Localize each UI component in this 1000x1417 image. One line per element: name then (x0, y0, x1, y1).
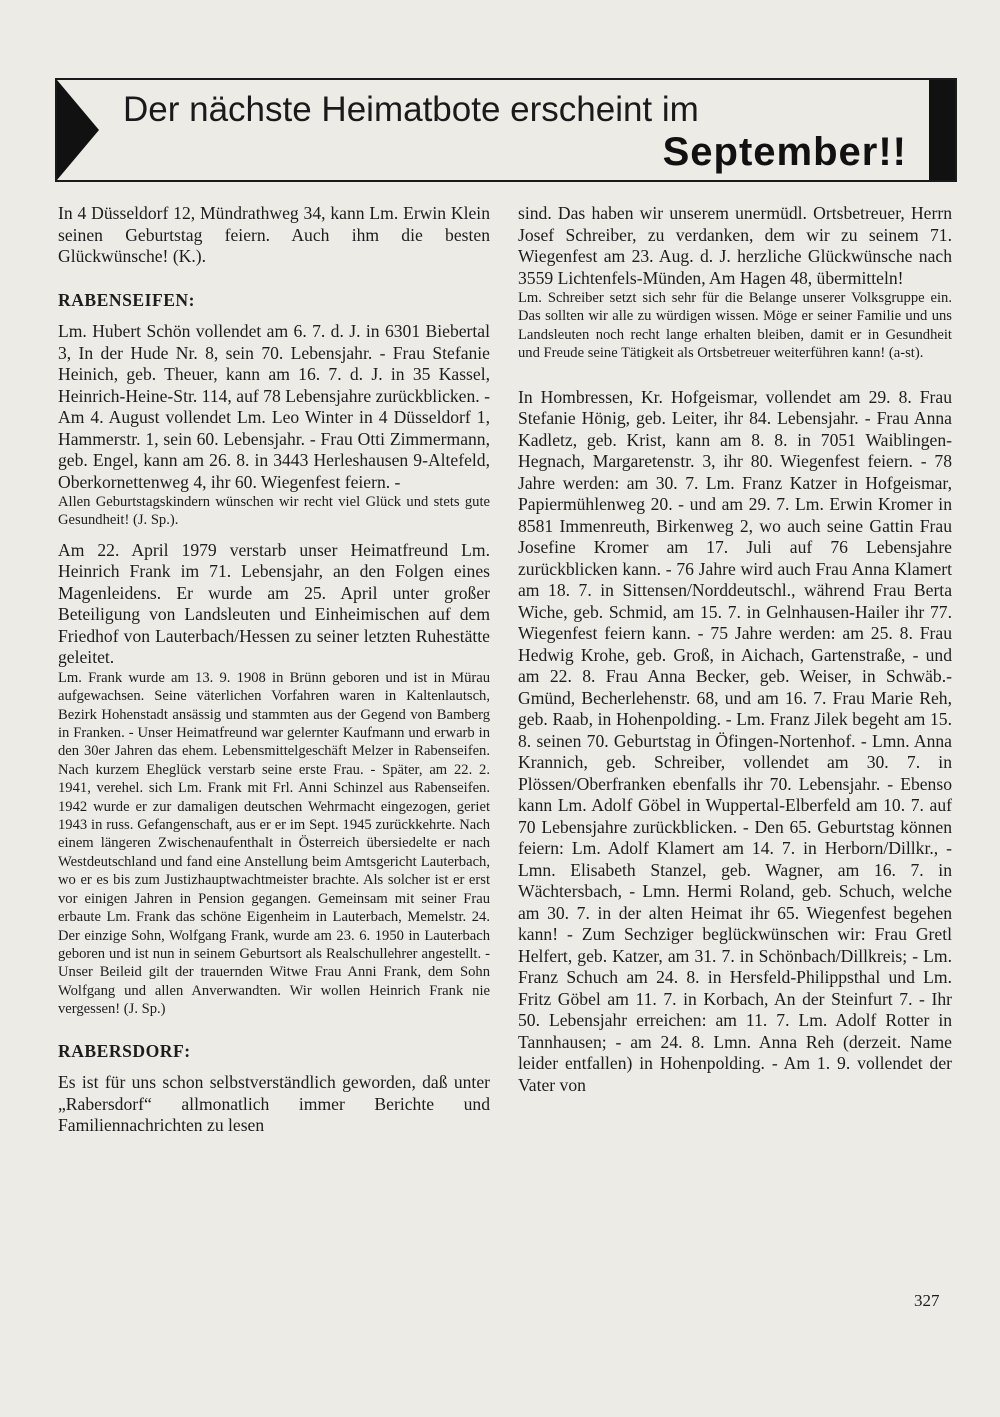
right-column (518, 203, 952, 1096)
left-column (58, 203, 490, 1137)
paragraph: Es ist für uns schon selbstverständlich geworden, daß unter „Rabersdorf“ allmonatlich immer Berichte und Familiennachrichten zu lesen (58, 1072, 490, 1136)
section-heading-rabersdorf: RABERSDORF: (58, 1040, 191, 1061)
paragraph: In Hombressen, Kr. Hofgeismar, vollendet am 29. 8. Frau Stefanie Hönig, geb. Leiter, ihr 84. Lebensjahr. - Frau Anna Kadletz, geb. Krist, kann am 8. 8. in 7051 Waiblingen-Hegnach, Margaretenstr. 3, ihr 80. Wiegenfest feiern. - 78 Jahre werden: am 30. 7. Lm. Franz Katzer in Hofgeismar, Papiermühlenweg 20. - und am 29. 7. Lm. Erwin Kromer in 8581 Immenreuth, Birkenweg 2, wo auch seine Gattin Frau Josefine Kromer am 17. Juli auf 76 Lebensjahre zurückblicken kann. - 76 Jahre wird auch Frau Anna Klamert am 18. 7. in Sittensen/Norddeutschl., während Frau Berta Wiche, geb. Schmid, am 15. 7. in Gelnhausen-Hailer ihr 77. Wiegenfest feiern kann. - 75 Jahre werden: am 25. 8. Frau Hedwig Krohe, geb. Groß, in Aichach, Gartenstraße, - und am 22. 8. Frau Anna Becker, geb. Weiser, in Schwäb.-Gmünd, Becherlehenstr. 68, und am 16. 7. Frau Marie Reh, geb. Raab, in Hohenpolding. - Lm. Franz Jilek begeht am 15. 8. seinen 70. Geburtstag in Öfingen-Nortenhof. - Lmn. Anna Krannich, geb. Schreiber, vollendet am 30. 7. in Plössen/Oberfranken ebenfalls ihr 70. Lebensjahr. - Ebenso kann Lm. Adolf Göbel in Wuppertal-Elberfeld am 10. 7. auf 70 Lebensjahre zurückblicken. - Den 65. Geburtstag können feiern: Lm. Adolf Klamert am 14. 7. in Herborn/Dillkr., - Lmn. Elisabeth Stanzel, geb. Wagner, am 16. 7. in Wächtersbach, - Lmn. Hermi Roland, geb. Schuch, welche am 30. 7. in der alten Heimat ihr 65. Wiegenfest begehen kann! - Zum Sechziger beglückwünschen wir: Frau Gretl Helfert, geb. Katzer, am 31. 7. in Schönbach/Dillkreis; - Lm. Franz Schuch am 24. 8. in Hersfeld-Philippsthal und Lm. Fritz Göbel am 11. 7. in Korbach, An der Steinfurt 7. - Ihr 50. Lebensjahr erreichen: am 11. 7. Lm. Adolf Rotter in Tannhausen; - am 24. 8. Lmn. Anna Reh (derzeit. Name leider entfallen) in Hohenpolding. - Am 1. 9. vollendet der Vater von (518, 386, 952, 1095)
paragraph: sind. Das haben wir unserem unermüdl. Ortsbetreuer, Herrn Josef Schreiber, zu verdanken, dem wir zu seinem 71. Wiegenfest am 23. Aug. d. J. herzliche Glückwünsche nach 3559 Lichtenfels-Münden, Am Hagen 48, übermitteln! (518, 203, 952, 288)
banner-bar (929, 80, 955, 180)
section-heading-rabenseifen: RABENSEIFEN: (58, 289, 195, 310)
banner-line-1: Der nächste Heimatbote erscheint im (123, 90, 699, 129)
arrow-icon (57, 80, 99, 180)
paragraph-small: Lm. Frank wurde am 13. 9. 1908 in Brünn geboren und ist in Mürau aufgewachsen. Seine väterlichen Vorfahren waren in Kaltenlautsch, Bezirk Hohenstadt ansässig und stammten aus der Gegend von Bamberg in Franken. - Unser Heimatfreund war gelernter Kaufmann und erwarb in den 30er Jahren das ehem. Lebensmittelgeschäft Melzer in Rabenseifen. Nach kurzem Eheglück verstarb seine erste Frau. - Später, am 22. 2. 1941, verehel. sich Lm. Frank mit Frl. Anni Schinzel aus Rabenseifen. 1942 wurde er zur damaligen deutschen Wehrmacht eingezogen, geriet 1943 in russ. Gefangenschaft, aus er er im Sept. 1945 zurückkehrte. Nach einem längeren Zwischenaufenthalt in Österreich übersiedelte er nach Westdeutschland und fand eine Anstellung beim Amtsgericht Lauterbach, wo er es bis zum Justizhauptwachtmeister brachte. Als solcher ist er erst vor einigen Jahren in Pension gegangen. Gemeinsam mit seiner Frau erbaute Lm. Frank das schöne Eigenheim in Lauterbach, Memelstr. 24. Der einzige Sohn, Wolfgang Frank, wurde am 23. 6. 1950 in Lauterbach geboren und ist nun in seinem Geburtsort als Realschullehrer angestellt. - Unser Beileid gilt der trauernden Witwe Frau Anni Frank, dem Sohn Wolfgang und allen Anverwandten. Wir wollen Heinrich Frank nie vergessen! (J. Sp.) (58, 669, 490, 1018)
paragraph: Am 22. April 1979 verstarb unser Heimatfreund Lm. Heinrich Frank im 71. Lebensjahr, an den Folgen eines Magenleidens. Er wurde am 25. April unter großer Beteiligung von Landsleuten und Einheimischen auf dem Friedhof von Lauterbach/Hessen zu seiner letzten Ruhestätte geleitet. (58, 539, 490, 668)
page-number: 327 (914, 1291, 940, 1310)
paragraph: In 4 Düsseldorf 12, Mündrathweg 34, kann Lm. Erwin Klein seinen Geburtstag feiern. Auch ihm die besten Glückwünsche! (K.). (58, 203, 490, 266)
paragraph-small: Lm. Schreiber setzt sich sehr für die Belange unserer Volksgruppe ein. Das sollten wir alle zu würdigen wissen. Möge er seiner Familie und uns Landsleuten noch recht lange erhalten bleiben, damit er in Gesundheit und Freude seine Tätigkeit als Ortsbetreuer weiterführen kann! (a-st). (518, 290, 952, 362)
paragraph: Lm. Hubert Schön vollendet am 6. 7. d. J. in 6301 Biebertal 3, In der Hude Nr. 8, sein 70. Lebensjahr. - Frau Stefanie Heinich, geb. Theuer, kann am 16. 7. d. J. in 35 Kassel, Heinrich-Heine-Str. 114, auf 78 Lebensjahre zurückblicken. - Am 4. August vollendet Lm. Leo Winter in 4 Düsseldorf 1, Hammerstr. 1, sein 60. Lebensjahr. - Frau Otti Zimmermann, geb. Engel, kann am 26. 8. in 3443 Herleshausen 9-Altefeld, Oberkornettenweg 4, ihr 60. Wiegenfest feiern. - (58, 321, 490, 492)
announcement-banner (55, 78, 957, 182)
paragraph-small: Allen Geburtstagskindern wünschen wir recht viel Glück und stets gute Gesundheit! (J. Sp.). (58, 494, 490, 529)
banner-line-2: September!! (662, 130, 907, 174)
